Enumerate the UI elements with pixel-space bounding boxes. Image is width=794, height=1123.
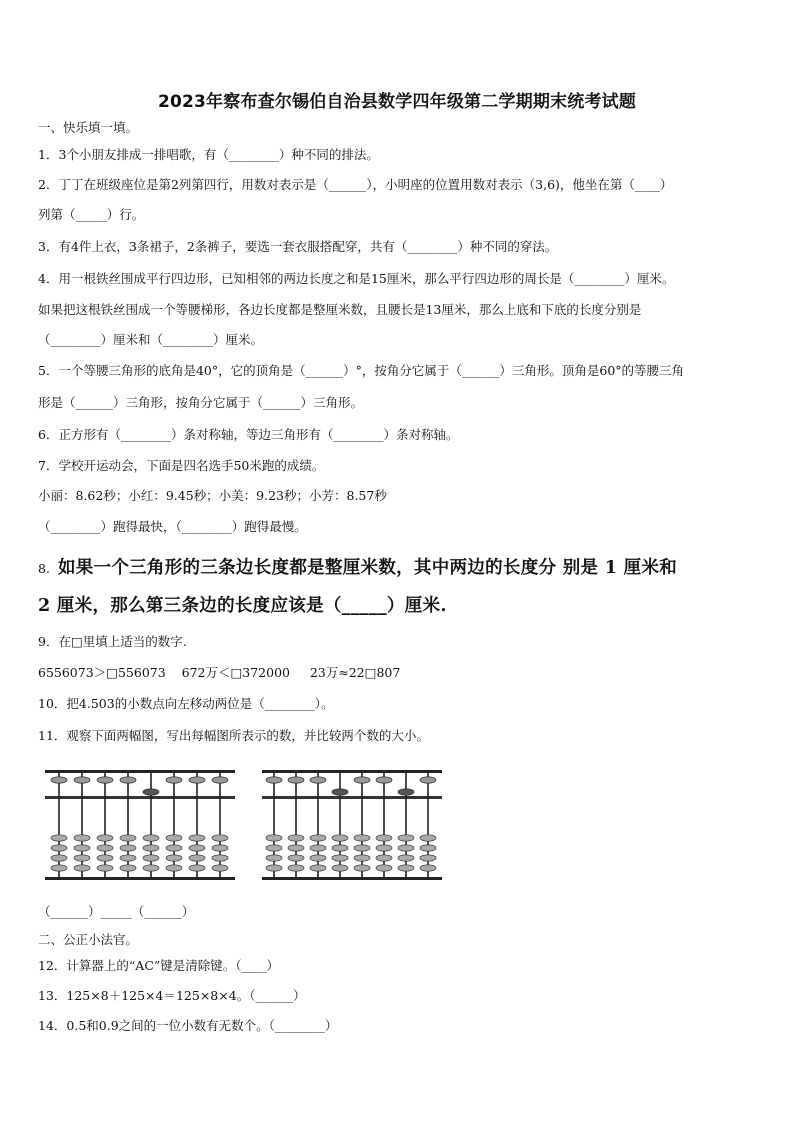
abacus-right-image <box>262 768 442 882</box>
question-4-line2: 如果把这根铁丝围成一个等腰梯形，各边长度都是整厘米数，且腰长是13厘米，那么上底和下底的长度分别是 <box>38 302 642 317</box>
question-8-line1 <box>38 556 677 580</box>
section-1-heading: 一、快乐填一填。 <box>38 120 139 135</box>
question-7-answer: （________）跑得最快，（________）跑得最慢。 <box>38 519 307 534</box>
question-8-text1: 如果一个三角形的三条边长度都是整厘米数，其中两边的长度分 别是 1 厘米和 <box>57 558 677 578</box>
question-4-line3: （________）厘米和（________）厘米。 <box>38 332 264 347</box>
question-5-line2: 形是（______）三角形，按角分它属于（______）三角形。 <box>38 395 364 410</box>
question-14: 14．0.5和0.9之间的一位小数有无数个。（________） <box>38 1018 338 1033</box>
question-7-line1: 7．学校开运动会，下面是四名选手50米跑的成绩。 <box>38 458 325 473</box>
question-4-line1: 4．用一根铁丝围成平行四边形，已知相邻的两边长度之和是15厘米，那么平行四边形的周长是（________）厘米。 <box>38 271 675 286</box>
question-2-line1: 2．丁丁在班级座位是第2列第四行，用数对表示是（______），小明座的位置用数对表示（3,6)，他坐在第（____） <box>38 177 673 192</box>
question-3: 3．有4件上衣，3条裙子，2条裤子，要选一套衣服搭配穿，共有（________）种不同的穿法。 <box>38 239 558 254</box>
question-12: 12．计算器上的“AC”键是清除键。（____） <box>38 958 280 973</box>
question-11: 11．观察下面两幅图，写出每幅图所表示的数，并比较两个数的大小。 <box>38 728 429 743</box>
question-1: 1．3个小朋友排成一排唱歌，有（________）种不同的排法。 <box>38 147 379 162</box>
question-10: 10．把4.503的小数点向左移动两位是（________）。 <box>38 696 334 711</box>
section-2-heading: 二、公正小法官。 <box>38 932 139 947</box>
question-13: 13．125×8＋125×4＝125×8×4。（______） <box>38 988 306 1003</box>
question-8-number: 8. <box>38 561 50 576</box>
question-11-answer: （______）_____（______） <box>38 904 195 919</box>
question-2-line2: 列第（_____）行。 <box>38 207 145 222</box>
question-8-line2: 2 厘米，那么第三条边的长度应该是（_____）厘米. <box>38 596 447 616</box>
question-6: 6．正方形有（________）条对称轴，等边三角形有（________）条对称轴。 <box>38 427 459 442</box>
abacus-left-image <box>45 768 235 882</box>
question-7-data: 小丽：8.62秒；小红：9.45秒；小美：9.23秒；小芳：8.57秒 <box>38 488 387 503</box>
question-9-items: 6556073＞□556073 672万＜□372000 23万≈22□807 <box>38 665 401 680</box>
question-9: 9．在□里填上适当的数字. <box>38 634 187 649</box>
exam-title: 2023年察布查尔锡伯自治县数学四年级第二学期期末统考试题 <box>157 92 637 112</box>
question-5-line1: 5．一个等腰三角形的底角是40°，它的顶角是（______）°，按角分它属于（______）三角形。顶角是60°的等腰三角 <box>38 363 685 378</box>
